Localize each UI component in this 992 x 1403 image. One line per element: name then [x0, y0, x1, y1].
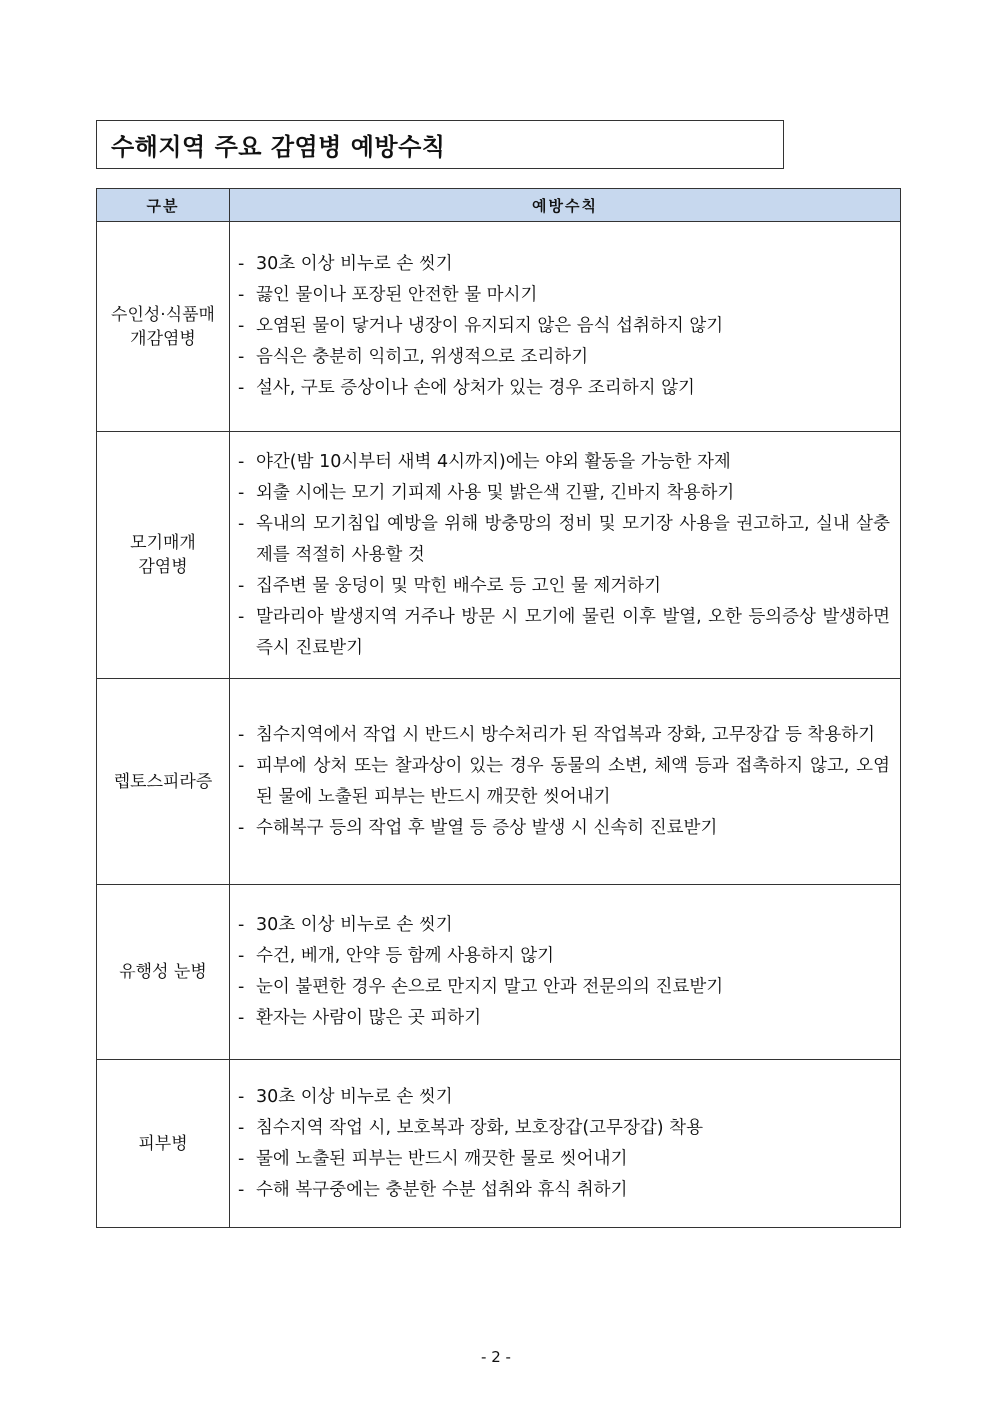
dash-bullet: -	[238, 513, 245, 534]
dash-bullet: -	[238, 817, 245, 838]
list-item	[238, 447, 890, 478]
dash-bullet: -	[238, 755, 245, 776]
dash-bullet: -	[238, 575, 245, 596]
category-label: 모기매개	[130, 533, 196, 553]
dash-bullet: -	[238, 606, 245, 627]
rule-text: 수건, 베개, 안약 등 함께 사용하지 않기	[256, 946, 555, 966]
category-cell	[97, 1060, 230, 1228]
table-row	[97, 432, 901, 679]
dash-bullet: -	[238, 1148, 245, 1169]
rule-list	[238, 249, 890, 404]
list-item	[238, 373, 890, 404]
rule-text: 수해복구 등의 작업 후 발열 등 증상 발생 시 신속히 진료받기	[256, 817, 718, 838]
rules-cell	[230, 885, 901, 1060]
document-title: 수해지역 주요 감염병 예방수칙	[96, 120, 784, 169]
dash-bullet: -	[238, 724, 245, 745]
list-item	[238, 1144, 890, 1175]
list-item	[238, 941, 890, 972]
dash-bullet: -	[238, 915, 245, 935]
rule-text: 침수지역에서 작업 시 반드시 방수처리가 된 작업복과 장화, 고무장갑 등 착용하기	[256, 724, 876, 745]
list-item	[238, 280, 890, 311]
rules-cell	[230, 1060, 901, 1228]
dash-bullet: -	[238, 285, 245, 305]
list-item	[238, 751, 890, 813]
dash-bullet: -	[238, 1008, 245, 1028]
list-item	[238, 1082, 890, 1113]
dash-bullet: -	[238, 378, 245, 398]
rule-text: 설사, 구토 증상이나 손에 상처가 있는 경우 조리하지 않기	[256, 378, 695, 398]
category-label: 수인성·식품매	[111, 304, 215, 325]
list-item	[238, 602, 890, 664]
category-cell	[97, 679, 230, 885]
list-item	[238, 478, 890, 509]
list-item	[238, 1003, 890, 1034]
dash-bullet: -	[238, 482, 245, 503]
header-rules: 예방수칙	[230, 189, 901, 222]
rule-text: 30초 이상 비누로 손 씻기	[256, 1086, 453, 1107]
rule-text: 30초 이상 비누로 손 씻기	[256, 254, 453, 274]
rules-cell	[230, 679, 901, 885]
page-number: - 2 -	[481, 1348, 511, 1366]
list-item	[238, 249, 890, 280]
dash-bullet: -	[238, 1179, 245, 1200]
header-category: 구분	[97, 189, 230, 222]
rule-list	[238, 1082, 890, 1206]
dash-bullet: -	[238, 1086, 245, 1107]
list-item	[238, 1175, 890, 1206]
table-row	[97, 885, 901, 1060]
rule-list	[238, 910, 890, 1034]
category-label: 유행성 눈병	[119, 962, 207, 982]
rule-text: 수해 복구중에는 충분한 수분 섭취와 휴식 취하기	[256, 1179, 628, 1200]
rule-list	[238, 720, 890, 844]
category-cell	[97, 432, 230, 679]
rule-text: 끓인 물이나 포장된 안전한 물 마시기	[256, 285, 538, 305]
rule-text: 옥내의 모기침입 예방을 위해 방충망의 정비 및 모기장 사용을 권고하고, 실내 살충제를 적절히 사용할 것	[256, 513, 890, 565]
list-item	[238, 571, 890, 602]
rule-text: 외출 시에는 모기 기피제 사용 및 밝은색 긴팔, 긴바지 착용하기	[256, 482, 735, 503]
list-item	[238, 720, 890, 751]
list-item	[238, 972, 890, 1003]
rule-list	[238, 447, 890, 664]
dash-bullet: -	[238, 254, 245, 274]
dash-bullet: -	[238, 347, 245, 367]
list-item	[238, 813, 890, 844]
rules-cell	[230, 432, 901, 679]
category-cell	[97, 222, 230, 432]
table-row	[97, 222, 901, 432]
list-item	[238, 509, 890, 571]
table-row	[97, 1060, 901, 1228]
category-label: 피부병	[138, 1133, 188, 1154]
rule-text: 말라리아 발생지역 거주나 방문 시 모기에 물린 이후 발열, 오한 등의증상 발생하면 즉시 진료받기	[256, 606, 890, 658]
rule-text: 30초 이상 비누로 손 씻기	[256, 915, 453, 935]
dash-bullet: -	[238, 451, 245, 472]
list-item	[238, 1113, 890, 1144]
table-row	[97, 679, 901, 885]
category-cell	[97, 885, 230, 1060]
category-label: 개감염병	[130, 328, 196, 349]
rule-text: 눈이 불편한 경우 손으로 만지지 말고 안과 전문의의 진료받기	[256, 977, 724, 997]
rule-text: 물에 노출된 피부는 반드시 깨끗한 물로 씻어내기	[256, 1148, 628, 1169]
category-label: 감염병	[138, 557, 188, 577]
rule-text: 피부에 상처 또는 찰과상이 있는 경우 동물의 소변, 체액 등과 접촉하지 않고, 오염된 물에 노출된 피부는 반드시 깨끗한 씻어내기	[256, 755, 890, 807]
list-item	[238, 910, 890, 941]
dash-bullet: -	[238, 1117, 245, 1138]
rule-text: 야간(밤 10시부터 새벽 4시까지)에는 야외 활동을 가능한 자제	[256, 451, 731, 472]
list-item	[238, 342, 890, 373]
list-item	[238, 311, 890, 342]
table-header-row	[97, 189, 901, 222]
rule-text: 집주변 물 웅덩이 및 막힌 배수로 등 고인 물 제거하기	[256, 575, 662, 596]
rules-cell	[230, 222, 901, 432]
rule-text: 침수지역 작업 시, 보호복과 장화, 보호장갑(고무장갑) 착용	[256, 1117, 703, 1138]
category-label: 렙토스피라증	[113, 771, 213, 792]
rule-text: 음식은 충분히 익히고, 위생적으로 조리하기	[256, 347, 589, 367]
dash-bullet: -	[238, 946, 245, 966]
dash-bullet: -	[238, 316, 245, 336]
rule-text: 환자는 사람이 많은 곳 피하기	[256, 1008, 482, 1028]
dash-bullet: -	[238, 977, 245, 997]
rule-text: 오염된 물이 닿거나 냉장이 유지되지 않은 음식 섭취하지 않기	[256, 316, 724, 336]
prevention-table	[96, 188, 901, 1228]
